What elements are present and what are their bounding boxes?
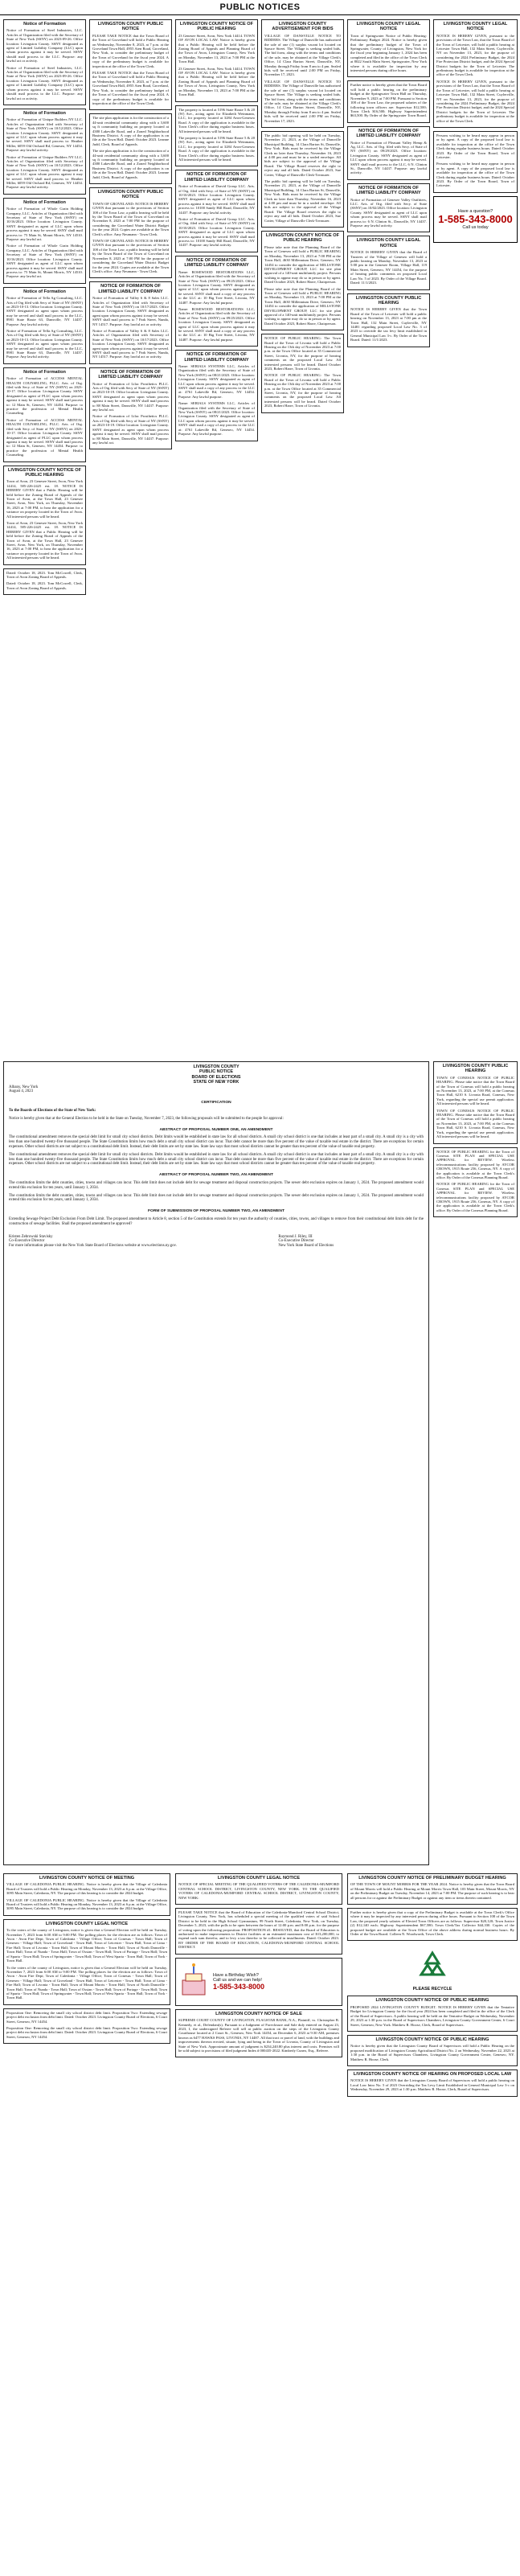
col1-notice-5 — [3, 466, 86, 565]
bottom_col1-notice-body-2: Proposition One: Removing the small city school district debt limit. Proposition Two: Extending sewage project debt exclusion from debt limit. Dated: October 2023. Livingston County Board of Elections, 6 Court Street, Geneseo, NY 14454. — [6, 2010, 167, 2024]
birthday-ad-line2: Call us and we can help! — [213, 1977, 262, 1983]
bottom_col2-notice-1 — [175, 1908, 342, 1955]
signature-left: Kristen Zebrowski Stavisky Co-Executive Director For more information please visit the New York State Board of Elections website at www.elections.ny.gov. — [9, 1234, 177, 1249]
col3-notice-title-3: NOTICE OF FORMATION OF LIMITED LIABILITY COMPANY — [184, 257, 249, 269]
col1-notice-title-3: Notice of Formation — [23, 289, 66, 294]
bottom_col3-notice-3 — [347, 1996, 518, 2031]
col6-notice-body-more-1: Persons wishing to be heard may appear in person or by agent. A copy of the proposed local law is available for inspection at the office of the Town Clerk during regular business hours. Dated: October 2023. By Order of the Town Board, Town of Leicester. — [436, 162, 514, 188]
col4-notice-0 — [261, 19, 344, 128]
col3-notice-title-2: NOTICE OF FORMATION OF LIMITED LIABILITY COMPANY — [184, 172, 249, 183]
election-certification-notice — [3, 1061, 429, 1865]
bottom_col2-notice-0 — [175, 1873, 342, 1905]
col2-notice-body-more-0: PLEASE TAKE NOTICE that the Town Board of the Town of Groveland will hold a Public Hearing on Wednesday, November 8, 2023, at 7 p.m. at the Groveland Town Hall, 4955 Aten Road, Groveland, New York, to consider the preliminary budget of the Town of Groveland for the fiscal year 2024. A copy of the preliminary budget is available for inspection at the office of the Town Clerk. — [92, 71, 169, 105]
bottom_col1-notice-2 — [3, 2008, 170, 2044]
column-6-lower — [433, 1061, 518, 1865]
col6-notice-body-more-0: NOTICE IS HEREBY GIVEN, pursuant to the provisions of the Town Law, that the Town Board of the Town of Leicester, will hold a public hearing at Leicester Town Hall, 132 Main Street, Cuylerville, NY on November 13, 2023, for the purpose of considering the 2024 Preliminary Budget, the 2024 Fire Protection District budget, and the 2024 Special District budgets for the Town of Leicester. The preliminary budget is available for inspection at the office of the Town Clerk. — [436, 79, 514, 123]
bottom_col3-notice-body-0: OF THE TOWN OF MOUNT MORRIS FOR THE YEAR 2024. Notice is hereby given that the Town Board of Mount Morris will hold a Public Hearing at Mount Morris Town Hall, 103 Main Street, Mount Morris, NY on the Preliminary Budget on Tuesday, November 14, 2023 at 7:00 PM. The purpose of such hearing is to hear all persons for or against the Preliminary Budget or against any item or items therein contained. — [350, 1882, 514, 1900]
birthday-ad-line1: Have a Birthday Wish? — [213, 1972, 259, 1978]
wide-intro: Notice is hereby given that at the General Election to be held in the State on Tuesday, November 7, 2023, the following proposals will be submitted to the people for approval: — [9, 1116, 284, 1121]
wide-county: LIVINGSTON COUNTY — [193, 1064, 240, 1069]
cake-icon — [178, 1961, 210, 2002]
col2-notice-0 — [89, 19, 172, 110]
bottom_col3-notice-body-5: NOTICE IS HEREBY GIVEN that the Livingston County Board of Supervisors will hold a public hearing on Local Law Intro No. 5 of 2023 Overriding the Tax Levy Limit Established in General Municipal Law 3-c on Wednesday, November 29, 2023 at 1:30 p.m. Matthew R. Hoose, Clerk, Board of Supervisors. — [350, 2078, 514, 2092]
bottom-column-3 — [347, 1873, 518, 2569]
col5-notice-1 — [347, 80, 430, 122]
col6-notice-0 — [433, 19, 518, 128]
col3-notice-1 — [175, 105, 258, 167]
col6-notice-title-3: LIVINGSTON COUNTY PUBLIC HEARING — [442, 1064, 509, 1074]
col5-notice-5 — [347, 293, 430, 347]
abstract-2-text: The constitution limits the debt counties, cities, towns and villages can incur. This debt limit does not include debt for sewage treatment and disposal construction projects. The sewer debt exclusion expires on January 1, 2024. The proposed amendment would extend this exclusion for ten years, until January 1, 2034. — [9, 1180, 424, 1190]
col5-notice-body-1: Further notice is hereby given that the Town Board will hold a public hearing on the preliminary budget at the Springwater Town Hall on Thursday, November 9, 2023 at 7:00 PM. Pursuant to Section 108 of the Town Law, the proposed salaries of the following town officers are: Supervisor $12,500; Town Clerk $16,500; Highway Superintendent $63,500. By Order of the Springwater Town Board. — [350, 83, 427, 118]
bottom-column-2 — [175, 1873, 342, 2569]
col2-notice-body-1: The site plan application is for the construction of a 44-unit residential community along with a 3,600 sq ft community building on property located at 4380 Lakeville Road, and a Zoned Neighborhood Business District. A copy of the application is on file at the Town Hall. Dated: October 2023. Leanne Judd, Clerk, Board of Appeals. — [92, 116, 169, 146]
col2-notice-title-3: NOTICE OF FORMATION OF LIMITED LIABILITY COMPANY — [98, 284, 163, 294]
recycle-icon — [416, 1949, 448, 1985]
col1-notice-title-4: Notice of Formation — [23, 369, 66, 375]
col4-notice-1 — [261, 131, 344, 228]
col1-notice-title-0: Notice of Formation — [23, 22, 66, 27]
wide-section-title: CERTIFICATION — [201, 1101, 231, 1105]
column-2 — [89, 19, 172, 1056]
col4-notice-body-more-3: NOTICE OF PUBLIC HEARING: The Town Board of the Town of Livonia will hold a Public Hearing on the 13th day of November 2023 at 7:00 p.m. at the Town Office located at 35 Commercial Street, Livonia, NY, for the purpose of hearing comments on the proposed Local Law. All interested persons will be heard. Dated October 2023, Robert Harre, Town of Livonia. — [264, 373, 341, 408]
col5-notice-title-3: NOTICE OF FORMATION OF LIMITED LIABILITY COMPANY — [356, 185, 421, 196]
col5-notice-title-4: LIVINGSTON COUNTY LEGAL NOTICE — [356, 238, 421, 248]
bottom_col2-notice-body-1: PLEASE TAKE NOTICE that the Board of Education of the Caledonia-Mumford Central School District, Livingston County, New York, has scheduled a special meeting of the qualified voters of said School District to be held in the High School Gymnasium, 99 North Street, Caledonia, New York, on Tuesday, December 5, 2023, with the polls to be open between the hours of 12:00 p.m. and 8:00 p.m. for the purpose of voting upon the following proposition: PROPOSITION #1. RESOLVED, that the Board of Education is authorized to make improvements to District facilities at an estimated maximum cost of $13,200,000, to expend such sum therefor, and to levy a tax therefor to be collected in installments. Dated: October 2023. BY ORDER OF THE BOARD OF EDUCATION, CALEDONIA-MUMFORD CENTRAL SCHOOL DISTRICT. — [178, 1910, 339, 1950]
col5-notice-body-4: NOTICE IS HEREBY GIVEN that the Board of Trustees of the Village of Geneseo will hold a public hearing on Monday, November 13, 2023 at 5:00 pm in the Genesee Room, Village Hall, 119 Main Street, Geneseo, NY 14454, for the purpose of hearing public comments on proposed Local Law No. 5 of 2023. By Order of the Village Board. Dated: 11/1/2023. — [350, 250, 427, 285]
col5-notice-body-5: NOTICE IS HEREBY GIVEN that the Town Board of the Town of Leicester will hold a public hearing on November 13, 2023 at 7:00 pm at the Town Hall, 132 Main Street, Cuylerville, NY 14481 regarding proposed Local Law No. 3 of 2023 to override the tax levy limit established in General Municipal Law 3-c. By Order of the Town Board. Dated: 11/1/2023. — [350, 307, 427, 343]
col6-notice-body-1: Persons wishing to be heard may appear in person or by agent. A copy of the proposed local law is available for inspection at the office of the Town Clerk during regular business hours. Dated: October 2023. By Order of the Town Board, Town of Leicester. — [436, 133, 514, 159]
col2-notice-1 — [89, 113, 172, 184]
col1-notice-body-1: Notice of Formation of Unique Builders NY LLC. Articles of Organization filed with Secretary of State of New York (SSNY) on 10/12/2023. Office location: Livingston County. SSNY designated as agent of LLC upon whom process against it may be served. SSNY shall mail process to: Heather Miller, 6059 Old Orchard Rd, Geneseo, NY 14454. Purpose: any lawful activity. — [6, 117, 83, 153]
abstract-2-title: ABSTRACT OF PROPOSAL NUMBER TWO, AN AMENDMENT — [159, 1173, 273, 1178]
col5-notice-2 — [347, 126, 430, 180]
column-1 — [3, 19, 86, 1056]
bottom_col1-notice-0 — [3, 1873, 170, 1916]
signature-right: Raymond J. Riley, III Co-Executive Director New York State Board of Elections — [278, 1234, 334, 1249]
bottom_col2-notice-body-3: SUPREME COURT COUNTY OF LIVINGSTON, FLAGSTAR BANK, N.A., Plaintiff, vs. Christopher B. Kennedy, et al., Defendant(s). Pursuant to a Judgment of Foreclosure and Sale duly entered on August 23, 2023, I, the undersigned Referee will sell at public auction on the steps of the Livingston County Courthouse located at 2 Court St., Geneseo, New York 14454, on December 6, 2023 at 9:30 AM, premises known as 6477 HAWKS PASS, LIVONIA, NY 14487. All that tract or parcel of land, with the buildings and improvements thereon erected, situate, lying and being in the Town of Livonia, County of Livingston and State of New York. Approximate amount of judgment is $234,240.80 plus interest and costs. Premises will be sold subject to provisions of filed judgment Index # 000435-2022. Kimberly Cuneo, Esq., Referee. — [178, 2018, 339, 2053]
phone-ad-line1: Have a question? — [457, 208, 493, 214]
col1-notice-body-more-0: Notice of Formation of Steel Industries, LLC. Articles of Organization filed with the Secretary of State of New York (SSNY) on 2023-09-26. Office location: Livingston County. SSNY designated as agent of Limited Liability Company (LLC) upon whom process against it may be served. SSNY should mail process to the LLC. Purpose: any lawful act or activity. — [6, 65, 83, 100]
bottom_col3-notice-1 — [347, 1908, 518, 1941]
col2-notice-body-2: TOWN OF GROVELAND: NOTICE IS HEREBY GIVEN that pursuant to the provisions of Section 108 of the Town Law, a public hearing will be held by the Town Board of the Town of Groveland on November 8, 2023 at 7:00 PM for the purpose of considering the Groveland Water District Budget for the year 2024. Copies are available at the Town Clerk's office. Amy Neumann - Town Clerk. — [92, 201, 169, 236]
bottom_col3-notice-0 — [347, 1873, 518, 1905]
col1-notice-body-3: Notice of Formation of Tella Ag Consulting, LLC. Arts of Org filed with Secy of State of NY (SSNY) on 2023-10-13. Office location: Livingston County. SSNY designated as agent upon whom process may be served and shall mail process to the LLC, 8981 State Route 63, Dansville, NY 14437. Purpose: Any lawful activity. — [6, 296, 83, 326]
col4-notice-body-1: The public bid opening will be held on Tuesday, November 21, 2023, at the Village of Dansville Municipal Building, 14 Clara Barton St, Dansville, New York. Bids must be received by the Village Clerk no later than Thursday, November 16, 2023 at 4:00 pm and must be in a sealed envelope. All bids are subject to the approval of the Village Board. The Village Board reserves the right to reject any and all bids. Dated October 2023, Sue Cotter, Village of Dansville Clerk-Treasurer. — [264, 133, 341, 177]
col3-notice-body-4: Name: SERIALS SYSTEMS LLC, Articles of Organization filed with the Secretary of State of New York (SSNY) on 08/21/2023. Office location: Livingston County. SSNY designated as agent of LLC upon whom process against it may be served. SSNY shall mail a copy of any process to the LLC at: 4761 Lakeville Rd, Geneseo, NY 14454. Purpose: Any lawful purpose. — [178, 364, 255, 399]
wide-to-line: To the Boards of Elections of the State of New York: — [9, 1109, 96, 1114]
birthday-ad-number: 1-585-343-8000 — [213, 1982, 265, 1991]
column-3 — [175, 19, 258, 1056]
col3-notice-3 — [175, 256, 258, 347]
col2-notice-body-more-1: The site plan application is for the construction of a 44-unit residential community along with a 3,600 sq ft community building on property located at 4380 Lakeville Road, and a Zoned Neighborhood Business District. A copy of the application is on file at the Town Hall. Dated: October 2023. Leanne Judd, Clerk, Board of Appeals. — [92, 149, 169, 179]
col5-notice-title-0: LIVINGSTON COUNTY LEGAL NOTICE — [356, 22, 421, 32]
col2-notice-body-more-4: Notice of Formation of Lilac Prosthetics PLLC. Arts of Org filed with Secy of State of NY (SSNY) on 2023-10-19. Office location: Livingston County. SSNY designated as agent upon whom process against it may be served. SSNY shall mail process to 88 Main Street, Dansville, NY 14437. Purpose: any lawful act. — [92, 414, 169, 445]
col6-notice-body-0: NOTICE IS HEREBY GIVEN, pursuant to the provisions of the Town Law, that the Town Board of the Town of Leicester, will hold a public hearing at Leicester Town Hall, 132 Main Street, Cuylerville, NY on November 13, 2023, for the purpose of considering the 2024 Preliminary Budget, the 2024 Fire Protection District budget, and the 2024 Special District budgets for the Town of Leicester. The preliminary budget is available for inspection at the office of the Town Clerk. — [436, 33, 514, 77]
col3-notice-4 — [175, 350, 258, 441]
col3-notice-body-3: Name: ROSEWOOD RESTORATIONS LLC, Articles of Organization filed with the Secretary of State of New York (SSNY) on 09/25/2023. Office location: Livingston County. SSNY designated as agent of LLC upon whom process against it may be served. SSNY shall mail a copy of any process to the LLC at: 10 Big Tree Street, Livonia, NY 14487. Purpose: Any lawful purpose. — [178, 269, 255, 305]
bottom_col3-notice-5 — [347, 2069, 518, 2097]
col1-notice-body-0: Notice of Formation of Steel Industries, LLC. Articles of Organization filed with the Secretary of State of New York (SSNY) on 2023-09-26. Office location: Livingston County. SSNY designated as agent of Limited Liability Company (LLC) upon whom process against it may be served. SSNY should mail process to the LLC. Purpose: any lawful act or activity. — [6, 28, 83, 64]
bottom_col1-notice-body-more-1: To the voters of the county of Livingston, notice is given that a General Election will be held on Tuesday, November 7, 2023 from 6:00 AM to 9:00 PM. The polling places for the election are as follows: Town of Avon - Avon Fire Dept; Town of Caledonia - Village Office; Town of Conesus - Town Hall; Town of Geneseo - Village Hall; Town of Groveland - Town Hall; Town of Leicester - Town Hall; Town of Lima - Fire Hall; Town of Livonia - Town Hall; Town of Mount Morris - Town Hall; Town of North Dansville - Town Hall; Town of Nunda - Town Hall; Town of Ossian - Town Hall; Town of Portage - Town Hall; Town of Sparta - Town Hall; Town of Springwater - Town Hall; Town of West Sparta - Town Hall; Town of York - Town Hall. — [6, 1965, 167, 2000]
col1-notice-0 — [3, 19, 86, 105]
col2-notice-title-2: LIVINGSTON COUNTY PUBLIC NOTICE — [97, 190, 164, 200]
col5-notice-body-2: Notice of Formation of Pleasant Valley Hemp & Ag, LLC. Arts. of Org. filed with Secy. of State of NY (SSNY) on 09/29/2023. Office location: Livingston County. SSNY designated as agent of LLC upon whom process against it may be served. SSNY shall mail process to the LLC, 6 N. Clinton St., Dansville, NY 14437. Purpose: any lawful activity. — [350, 140, 427, 175]
col4-notice-title-2: LIVINGSTON COUNTY NOTICE OF PUBLIC HEARING — [265, 233, 340, 244]
col2-notice-2 — [89, 187, 172, 278]
col6-notice-4 — [433, 1147, 518, 1218]
col1-notice-body-more-2: Notice of Formation of Whole Grain Holding Company, LLC. Articles of Organization filed with Secretary of State of New York (SSNY) on 10/16/2023. Office location: Livingston County. SSNY designated as agent of LLC upon whom process against it may be served. SSNY shall mail process to: 75 Main St, Mount Morris, NY 14510. Purpose: any lawful act. — [6, 244, 83, 279]
col2-notice-3 — [89, 281, 172, 364]
col4-notice-2 — [261, 231, 344, 330]
col5-notice-title-5: LIVINGSTON COUNTY PUBLIC HEARING — [355, 295, 422, 306]
page-header: PUBLIC NOTICES — [0, 0, 520, 15]
col1-notice-body-2: Notice of Formation of Whole Grain Holding Company, LLC. Articles of Organization filed with Secretary of State of New York (SSNY) on 10/16/2023. Office location: Livingston County. SSNY designated as agent of LLC upon whom process against it may be served. SSNY shall mail process to: 75 Main St, Mount Morris, NY 14510. Purpose: any lawful act. — [6, 207, 83, 242]
abstract-1-title: ABSTRACT OF PROPOSAL NUMBER ONE, AN AMENDMENT — [159, 1127, 273, 1132]
col2-notice-title-4: NOTICE OF FORMATION OF LIMITED LIABILITY COMPANY — [98, 369, 163, 380]
col4-notice-body-more-1: The public bid opening will be held on Tuesday, November 21, 2023, at the Village of Dansville Municipal Building, 14 Clara Barton St, Dansville, New York. Bids must be received by the Village Clerk no later than Thursday, November 16, 2023 at 4:00 pm and must be in a sealed envelope. All bids are subject to the approval of the Village Board. The Village Board reserves the right to reject any and all bids. Dated October 2023, Sue Cotter, Village of Dansville Clerk-Treasurer. — [264, 179, 341, 223]
col3-notice-0 — [175, 19, 258, 102]
abstract-1-text-repeat: The constitutional amendment removes the special debt limit for small city school districts. Debt limits would be established in state law for all school districts. A small city school district is one that includes at least part of a small city. A small city is a city with less than one hundred twenty-five thousand people. The State Constitution limits how much debt a small city school district can incur. That debt cannot be more than five percent of the value of taxable real estate in the district. There are exceptions for certain expenses. Other school districts are not subject to a constitutional debt limit. Instead, their debt limits are set by state law. State law says that most school districts cannot be greater than ten percent of the value of taxable real property. — [9, 1152, 424, 1167]
col3-notice-2 — [175, 170, 258, 252]
col5-notice-title-2: NOTICE OF FORMATION OF LIMITED LIABILITY COMPANY — [356, 128, 421, 139]
bottom_col1-notice-title-0: LIVINGSTON COUNTY NOTICE OF MEETING — [39, 1876, 135, 1881]
col5-notice-0 — [347, 19, 430, 77]
birthday-ad — [175, 1958, 342, 2006]
col1-notice-4 — [3, 367, 86, 462]
col1-notice-title-2: Notice of Formation — [23, 199, 66, 205]
col2-notice-body-more-2: TOWN OF GROVELAND: NOTICE IS HEREBY GIVEN that pursuant to the provisions of Section 108 of the Town Law, a public hearing will be held by the Town Board of the Town of Groveland on November 8, 2023 at 7:00 PM for the purpose of considering the Groveland Water District Budget for the year 2024. Copies are available at the Town Clerk's office. Amy Neumann - Town Clerk. — [92, 239, 169, 273]
col1-notice-1 — [3, 109, 86, 195]
form-2-title: FORM OF SUBMISSION OF PROPOSAL NUMBER TWO, AN AMENDMENT — [148, 1209, 285, 1214]
bottom_col3-notice-4 — [347, 2035, 518, 2066]
bottom-column-1 — [3, 1873, 170, 2569]
col3-notice-body-more-3: Name: ROSEWOOD RESTORATIONS LLC, Articles of Organization filed with the Secretary of State of New York (SSNY) on 09/25/2023. Office location: Livingston County. SSNY designated as agent of LLC upon whom process against it may be served. SSNY shall mail a copy of any process to the LLC at: 10 Big Tree Street, Livonia, NY 14487. Purpose: Any lawful purpose. — [178, 306, 255, 342]
bottom_col3-notice-title-3: LIVINGSTON COUNTY NOTICE OF PUBLIC HEARING — [375, 1998, 489, 2004]
wide-kind: PUBLIC NOTICE — [199, 1069, 233, 1075]
bottom_col1-notice-body-more-2: Proposition One: Removing the small city school district debt limit. Proposition Two: Extending sewage project debt exclusion from debt limit. Dated: October 2023. Livingston County Board of Elections, 6 Court Street, Geneseo, NY 14454. — [6, 2025, 167, 2039]
col6-notice-3 — [433, 1061, 518, 1144]
wide-date: Albany, New York August 4, 2023 — [9, 1085, 39, 1094]
col5-notice-4 — [347, 236, 430, 289]
bottom_col1-notice-body-1: To the voters of the county of Livingston, notice is given that a General Election will be held on Tuesday, November 7, 2023 from 6:00 AM to 9:00 PM. The polling places for the election are as follows: Town of Avon - Avon Fire Dept; Town of Caledonia - Village Office; Town of Conesus - Town Hall; Town of Geneseo - Village Hall; Town of Groveland - Town Hall; Town of Leicester - Town Hall; Town of Lima - Fire Hall; Town of Livonia - Town Hall; Town of Mount Morris - Town Hall; Town of North Dansville - Town Hall; Town of Nunda - Town Hall; Town of Ossian - Town Hall; Town of Portage - Town Hall; Town of Sparta - Town Hall; Town of Springwater - Town Hall; Town of West Sparta - Town Hall; Town of York - Town Hall. — [6, 1928, 167, 1963]
phone-ad — [433, 196, 518, 243]
col6-notice-body-more-4: NOTICE OF PUBLIC HEARING for the Town of Conesus SITE PLAN and SPECIAL USE APPROVAL for REVIEW. Wireless telecommunications facility proposed by AYCOR CROWN, 1915 Route 256, Conesus, NY. A copy of the application is available at the Town Clerk's office. By Order of the Conesus Planning Board. — [436, 1182, 514, 1212]
col3-notice-body-more-1: The property is located at 5196 State Route 5 & 20 (W) Ave., acting agent for Elizabeth Weinmann, LLC, for property located at 3284 Avon-Geneseo Road. A copy of the application is available in the Town Clerk's office during regular business hours. All interested persons will be heard. — [178, 135, 255, 162]
col4-notice-body-0: VILLAGE OF DANSVILLE NOTICE TO BIDDERS. The Village of Dansville has authorized the sale of one (1) surplus vacant lot located on Spruce Street. The Village is seeking sealed bids. The bid form, along with the terms and conditions of the sale, may be obtained at the Village Clerk's Office, 14 Clara Barton Street, Dansville, NY, Monday through Friday from 8 am to 4 pm. Sealed bids will be received until 2:00 PM on Friday, November 17, 2023. — [264, 33, 341, 77]
col1-notice-body-more-6: Dated: October 18, 2023. Tom McCowell, Clerk, Town of Avon Zoning Board of Appeals. — [6, 581, 83, 590]
bottom_col3-notice-body-1: Further notice is hereby given that a copy of the Preliminary Budget is available at the Town Clerk's Office where it may be inspected by any interested person during office hours. Pursuant to Section 108 of the Town Law, the proposed yearly salaries of Elected Town Officers are as follows: Supervisor $20,120; Town Justice (2) $12,140 each; Highway Superintendent $67,580; Town Clerk/Tax Collector $44,330. Copies of the proposed budget are available at the Town Office of the above address during normal business hours. By Order of the Town Board. Colleen N. Woodworth, Town Clerk. — [350, 1910, 514, 1937]
column-6 — [433, 19, 518, 1056]
col3-notice-body-1: The property is located at 5196 State Route 5 & 20 (W) Ave., acting agent for Elizabeth Weinmann, LLC, for property located at 3284 Avon-Geneseo Road. A copy of the application is available in the Town Clerk's office during regular business hours. All interested persons will be heard. — [178, 107, 255, 133]
phone-ad-number: 1-585-343-8000 — [438, 212, 513, 225]
col1-notice-3 — [3, 287, 86, 364]
bottom_col2-notice-title-3: LIVINGSTON COUNTY NOTICE OF SALE — [215, 2011, 302, 2016]
bottom_col1-notice-body-0: VILLAGE OF CALEDONIA PUBLIC HEARING. Notice is hereby given that the Village of Caledonia Board of Trustees will hold a Public Hearing on Monday, November 13, 2023 at 6 p.m. at the Village Office, 3095 Main Street, Caledonia, NY. The purpose of this hearing is to consider the 2024 budget. — [6, 1882, 167, 1896]
birthday-ad-text — [213, 1973, 264, 1991]
phone-ad-line2: Call us today — [462, 224, 489, 230]
col2-notice-body-4: Notice of Formation of Lilac Prosthetics PLLC. Arts of Org filed with Secy of State of NY (SSNY) on 2023-10-19. Office location: Livingston County. SSNY designated as agent upon whom process against it may be served. SSNY shall mail process to 88 Main Street, Dansville, NY 14437. Purpose: any lawful act. — [92, 381, 169, 412]
col1-notice-body-5: Town of Avon, 23 Genesee Street, Avon, New York 14414, 585-226-2425 ext. 18. NOTICE IS HEREBY GIVEN that a Public Hearing will be held before the Zoning Board of Appeals of the Town of Avon, at the Town Hall, 23 Genesee Street, Avon, New York, on Thursday, November 16, 2023 at 7:00 PM, to hear the application for a variance on property located in the Town of Avon. All interested persons will be heard. — [6, 479, 83, 519]
col1-notice-6 — [3, 568, 86, 596]
bottom_col2-notice-3 — [175, 2009, 342, 2058]
col5-notice-body-3: Notice of Formation of Genesee Valley Outfitters, LLC. Arts. of Org. filed with Secy. of State (SSNY) on 10/02/2023. Office location: Livingston County. SSNY designated as agent of LLC upon whom process may be served. SSNY shall mail process to: 6 N. Clinton St., Dansville, NY 14437. Purpose: any lawful activity. — [350, 197, 427, 228]
col6-notice-title-0: LIVINGSTON COUNTY LEGAL NOTICE — [443, 22, 508, 32]
col2-notice-body-3: Notice of Formation of Valley 6 & 8 Sales LLC. Articles of Organization filed with Secretary of State of New York (SSNY) on 10/17/2023. Office location: Livingston County. SSNY designated as agent upon whom process against it may be served. SSNY shall mail process to 7 Park Street, Nunda, NY 14517. Purpose: Any lawful act or activity. — [92, 296, 169, 326]
col2-notice-body-more-3: Notice of Formation of Valley 6 & 8 Sales LLC. Articles of Organization filed with Secretary of State of New York (SSNY) on 10/17/2023. Office location: Livingston County. SSNY designated as agent upon whom process against it may be served. SSNY shall mail process to 7 Park Street, Nunda, NY 14517. Purpose: Any lawful act or activity. — [92, 328, 169, 359]
bottom_col1-notice-1 — [3, 1919, 170, 2005]
bottom_col1-notice-title-1: LIVINGSTON COUNTY LEGAL NOTICE — [45, 1921, 129, 1926]
col1-notice-title-5: LIVINGSTON COUNTY NOTICE OF PUBLIC HEARING — [7, 467, 82, 478]
col1-notice-body-6: Dated: October 18, 2023. Tom McCowell, Clerk, Town of Avon Zoning Board of Appeals. — [6, 570, 83, 580]
col1-notice-2 — [3, 198, 86, 284]
bottom_col2-notice-body-0: NOTICE OF SPECIAL MEETING OF THE QUALIFIED VOTERS OF THE CALEDONIA-MUMFORD CENTRAL SCHOOL DISTRICT, LIVINGSTON COUNTY, NEW YORK. TO THE QUALIFIED VOTERS OF CALEDONIA-MUMFORD CENTRAL SCHOOL DISTRICT, LIVINGSTON COUNTY, NEW YORK: — [178, 1882, 339, 1900]
col6-notice-1 — [433, 131, 518, 193]
bottom_col2-notice-title-0: LIVINGSTON COUNTY LEGAL NOTICE — [217, 1876, 301, 1881]
col6-notice-body-more-3: TOWN OF CONESUS NOTICE OF PUBLIC HEARING. Please take notice that the Town Board of the Town of Conesus will hold a public hearing on November 13, 2023, at 7:00 PM, at the Conesus Town Hall, 6210 S. Livonia Road, Conesus, New York, regarding the special use permit application. All interested persons will be heard. — [436, 1108, 514, 1139]
bottom_col3-notice-title-4: LIVINGSTON COUNTY NOTICE OF PUBLIC HEARING — [375, 2037, 489, 2042]
col2-notice-body-0: PLEASE TAKE NOTICE that the Town Board of the Town of Groveland will hold a Public Hearing on Wednesday, November 8, 2023, at 7 p.m. at the Groveland Town Hall, 4955 Aten Road, Groveland, New York, to consider the preliminary budget of the Town of Groveland for the fiscal year 2024. A copy of the preliminary budget is available for inspection at the office of the Town Clerk. — [92, 33, 169, 68]
col1-notice-body-4: Notice of Formation of ACCESS MENTAL HEALTH COUNSELING, PLLC. Arts. of Org. filed with Secy. of State of NY (SSNY) on 2023-10-17. Office location: Livingston County. SSNY designated as agent of PLLC upon whom process against it may be served. SSNY shall mail process to: 12 Main St, Geneseo, NY 14454. Purpose: to practice the profession of Mental Health Counseling. — [6, 376, 83, 416]
col3-notice-body-more-2: Notice of Formation of Dravid Group LLC. Arts. of Org. filed with Secy. of State of NY (SSNY) on 10/10/2023. Office location: Livingston County. SSNY designated as agent of LLC upon whom process against it may be served. SSNY shall mail process to: 10100 Sandy Hill Road, Dansville, NY 14437. Purpose: any lawful activity. — [178, 217, 255, 248]
col4-notice-body-3: NOTICE OF PUBLIC HEARING: The Town Board of the Town of Livonia will hold a Public Hearing on the 13th day of November 2023 at 7:00 p.m. at the Town Office located at 35 Commercial Street, Livonia, NY, for the purpose of hearing comments on the proposed Local Law. All interested persons will be heard. Dated October 2023, Robert Harre, Town of Livonia. — [264, 336, 341, 371]
col5-notice-body-0: Town of Springwater Notice of Public Hearing: Preliminary Budget 2024. Notice is hereby given that the preliminary budget of the Town of Springwater, County of Livingston, New York for the fiscal year beginning January 1, 2024 has been completed and filed in the office of the Town Clerk at 8022 South Main Street, Springwater, New York where it is available for inspection by any interested persons during office hours. — [350, 33, 427, 73]
col6-notice-body-4: NOTICE OF PUBLIC HEARING for the Town of Conesus SITE PLAN and SPECIAL USE APPROVAL for REVIEW. Wireless telecommunications facility proposed by AYCOR CROWN, 1915 Route 256, Conesus, NY. A copy of the application is available at the Town Clerk's office. By Order of the Conesus Planning Board. — [436, 1149, 514, 1179]
col3-notice-title-0: LIVINGSTON COUNTY NOTICE OF PUBLIC HEARING — [179, 22, 254, 32]
col3-notice-body-more-4: Name: SERIALS SYSTEMS LLC, Articles of Organization filed with the Secretary of State of New York (SSNY) on 08/21/2023. Office location: Livingston County. SSNY designated as agent of LLC upon whom process against it may be served. SSNY shall mail a copy of any process to the LLC at: 4761 Lakeville Rd, Geneseo, NY 14454. Purpose: Any lawful purpose. — [178, 401, 255, 437]
wide-org: BOARD OF ELECTIONS — [191, 1074, 241, 1080]
col3-notice-body-more-0: 23 Genesee Street, Avon, New York 14414. TOWN OF AVON LOCAL LAW. Notice is hereby given that a Public Hearing will be held before the Zoning Board of Appeals and Planning Board of the Town of Avon, Livingston County, New York on Monday, November 13, 2023 at 7:00 PM at the Town Hall. — [178, 66, 255, 97]
col3-notice-body-2: Notice of Formation of Dravid Group LLC. Arts. of Org. filed with Secy. of State of NY (SSNY) on 10/10/2023. Office location: Livingston County. SSNY designated as agent of LLC upon whom process against it may be served. SSNY shall mail process to: 10100 Sandy Hill Road, Dansville, NY 14437. Purpose: any lawful activity. — [178, 184, 255, 215]
col2-notice-4 — [89, 367, 172, 450]
col2-notice-title-0: LIVINGSTON COUNTY PUBLIC NOTICE — [97, 22, 164, 32]
bottom_col3-notice-title-5: LIVINGSTON COUNTY NOTICE OF HEARING ON PROPOSED LOCAL LAW — [353, 2071, 512, 2077]
col4-notice-title-0: LIVINGSTON COUNTY ADVERTISEMENT FOR BIDS — [272, 22, 334, 32]
col4-notice-3 — [261, 334, 344, 413]
abstract-2-text-repeat: The constitution limits the debt counties, cities, towns and villages can incur. This debt limit does not include debt for sewage treatment and disposal construction projects. The sewer debt exclusion expires on January 1, 2024. The proposed amendment would extend this exclusion for ten years, until January 1, 2034. — [9, 1193, 424, 1203]
col6-notice-body-3: TOWN OF CONESUS NOTICE OF PUBLIC HEARING. Please take notice that the Town Board of the Town of Conesus will hold a public hearing on November 13, 2023, at 7:00 PM, at the Conesus Town Hall, 6210 S. Livonia Road, Conesus, New York, regarding the special use permit application. All interested persons will be heard. — [436, 1075, 514, 1106]
col1-notice-title-1: Notice of Formation — [23, 110, 66, 116]
recycle-ad — [347, 1944, 518, 1996]
col4-notice-body-more-0: VILLAGE OF DANSVILLE NOTICE TO BIDDERS. The Village of Dansville has authorized the sale of one (1) surplus vacant lot located on Spruce Street. The Village is seeking sealed bids. The bid form, along with the terms and conditions of the sale, may be obtained at the Village Clerk's Office, 14 Clara Barton Street, Dansville, NY, Monday through Friday from 8 am to 4 pm. Sealed bids will be received until 2:00 PM on Friday, November 17, 2023. — [264, 79, 341, 123]
col1-notice-body-more-4: Notice of Formation of ACCESS MENTAL HEALTH COUNSELING, PLLC. Arts. of Org. filed with Secy. of State of NY (SSNY) on 2023-10-17. Office location: Livingston County. SSNY designated as agent of PLLC upon whom process against it may be served. SSNY shall mail process to: 12 Main St, Geneseo, NY 14454. Purpose: to practice the profession of Mental Health Counseling. — [6, 417, 83, 457]
bottom_col3-notice-title-0: LIVINGSTON COUNTY NOTICE OF PRELIMINARY BUDGET HEARING — [358, 1876, 506, 1881]
form-2-text: Extending Sewage Project Debt Exclusion From Debt Limit. The proposed amendment to Article 8, section 5 of the Constitution extends for ten years the authority of counties, cities, towns, and villages to remove from their constitutional debt limits debt for the construction of sewage facilities. Shall the proposed amendment be approved? — [9, 1216, 424, 1226]
col1-notice-body-more-1: Notice of Formation of Unique Builders NY LLC. Articles of Organization filed with Secretary of State of New York (SSNY) on 10/12/2023. Office location: Livingston County. SSNY designated as agent of LLC upon whom process against it may be served. SSNY shall mail process to: Heather Miller, 6059 Old Orchard Rd, Geneseo, NY 14454. Purpose: any lawful activity. — [6, 154, 83, 190]
abstract-1-text: The constitutional amendment removes the special debt limit for small city school districts. Debt limits would be established in state law for all school districts. A small city school district is one that includes at least part of a small city. A small city is a city with less than one hundred twenty-five thousand people. The State Constitution limits how much debt a small city school district can incur. That debt cannot be more than five percent of the value of taxable real estate in the district. There are exceptions for certain expenses. Other school districts are not subject to a constitutional debt limit. Instead, their debt limits are set by state law. State law says that most school districts cannot be greater than ten percent of the value of taxable real property. — [9, 1135, 424, 1149]
bottom_col3-notice-body-4: Notice is hereby given that the Livingston County Board of Supervisors will hold a Public Hearing on the proposed modification of Livingston County Agricultural District No. 2 on Wednesday, November 22, 2023 at 1:30 p.m. in the Board of Supervisors Chambers, Livingston County Government Center, Geneseo, NY. Matthew R. Hoose, Clerk. — [350, 2044, 514, 2061]
col1-notice-body-more-5: Town of Avon, 23 Genesee Street, Avon, New York 14414, 585-226-2425 ext. 18. NOTICE IS HEREBY GIVEN that a Public Hearing will be held before the Zoning Board of Appeals of the Town of Avon, at the Town Hall, 23 Genesee Street, Avon, New York, on Thursday, November 16, 2023 at 7:00 PM, to hear the application for a variance on property located in the Town of Avon. All interested persons will be heard. — [6, 521, 83, 560]
recycle-ad-label: PLEASE RECYCLE — [412, 1986, 452, 1991]
col1-notice-body-more-3: Notice of Formation of Tella Ag Consulting, LLC. Arts of Org filed with Secy of State of NY (SSNY) on 2023-10-13. Office location: Livingston County. SSNY designated as agent upon whom process may be served and shall mail process to the LLC, 8981 State Route 63, Dansville, NY 14437. Purpose: Any lawful activity. — [6, 328, 83, 359]
col5-notice-3 — [347, 183, 430, 233]
column-4 — [261, 19, 344, 1056]
col4-notice-body-more-2: Please take note that the Planning Board of the Town of Geneseo will hold a PUBLIC HEARING on Monday, November 13, 2023 at 7:00 PM at the Town Hall, 4630 Millennium Drive, Geneseo, NY 14454 to consider the application of MILLSTONE DEVELOPMENT GROUP, LLC for site plan approval of a 140-unit multifamily project. Persons wishing to appear may do so in person or by agent. Dated October 2023, Robert Harre, Chairperson. — [264, 286, 341, 326]
bottom_col3-notice-body-3: PROPOSED 2024 LIVINGSTON COUNTY BUDGET. NOTICE IS HEREBY GIVEN that the Tentative Budget for Livingston County for the fiscal year 2024 has been completed and filed in the office of the Clerk of the Board of Supervisors. A public hearing will be held on the Tentative Budget on Wednesday, November 29, 2023 at 1:30 p.m. in the Board of Supervisors Chambers, Livingston County Government Center, 6 Court Street, Geneseo, New York. Matthew R. Hoose, Clerk, Board of Supervisors. — [350, 2004, 514, 2027]
col3-notice-body-0: 23 Genesee Street, Avon, New York 14414. TOWN OF AVON LOCAL LAW. Notice is hereby given that a Public Hearing will be held before the Zoning Board of Appeals and Planning Board of the Town of Avon, Livingston County, New York on Monday, November 13, 2023 at 7:00 PM at the Town Hall. — [178, 33, 255, 64]
col3-notice-title-4: NOTICE OF FORMATION OF LIMITED LIABILITY COMPANY — [184, 352, 249, 363]
wide-state: STATE OF NEW YORK — [193, 1080, 240, 1085]
column-5 — [347, 19, 430, 1056]
bottom_col1-notice-body-more-0: VILLAGE OF CALEDONIA PUBLIC HEARING. Notice is hereby given that the Village of Caledonia Board of Trustees will hold a Public Hearing on Monday, November 13, 2023 at 6 p.m. at the Village Office, 3095 Main Street, Caledonia, NY. The purpose of this hearing is to consider the 2024 budget. — [6, 1897, 167, 1911]
col4-notice-body-2: Please take note that the Planning Board of the Town of Geneseo will hold a PUBLIC HEARING on Monday, November 13, 2023 at 7:00 PM at the Town Hall, 4630 Millennium Drive, Geneseo, NY 14454 to consider the application of MILLSTONE DEVELOPMENT GROUP, LLC for site plan approval of a 140-unit multifamily project. Persons wishing to appear may do so in person or by agent. Dated October 2023, Robert Harre, Chairperson. — [264, 244, 341, 285]
